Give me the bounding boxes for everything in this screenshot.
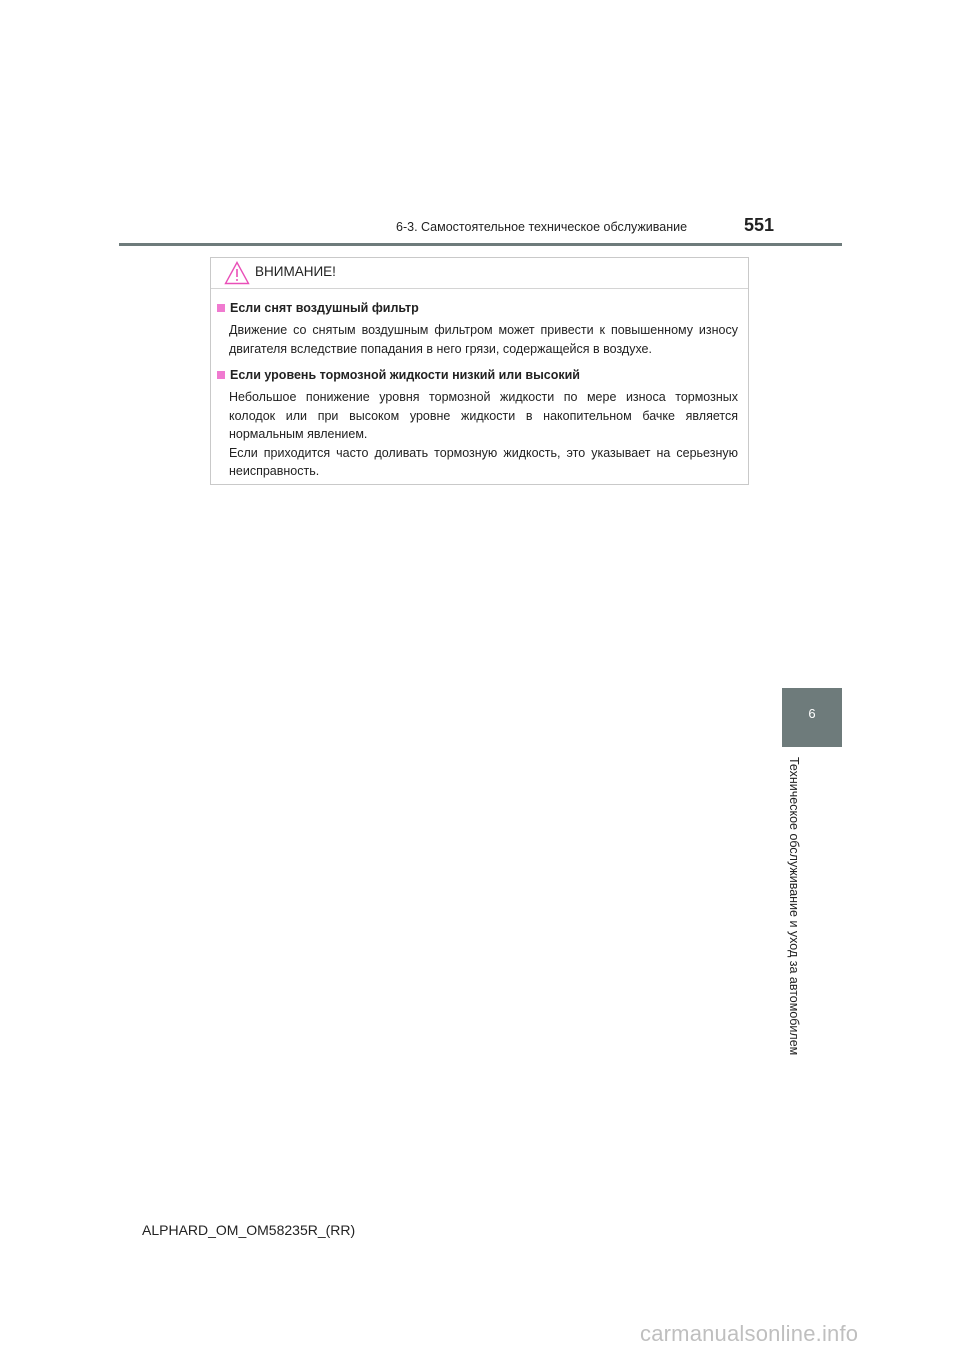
chapter-tab <box>782 688 842 747</box>
item-heading-text: Если уровень тормозной жидкости низкий или высокий <box>230 368 580 382</box>
item-text: Если приходится часто доливать тормозную жидкость, это указывает на серьезную неисправность. <box>229 445 738 478</box>
warning-header <box>211 258 748 289</box>
chapter-number: 6 <box>808 706 816 721</box>
item-heading <box>217 301 738 315</box>
watermark: carmanualsonline.info <box>640 1321 859 1346</box>
page-number: 551 <box>744 215 775 235</box>
square-bullet-icon <box>217 371 225 379</box>
warning-body <box>211 289 748 481</box>
item-text: Движение со снятым воздушным фильтром может привести к повышенному износу двигателя вследствие попадания в него грязи, содержащейся в воздухе. <box>229 323 738 356</box>
item-heading-text: Если снят воздушный фильтр <box>230 301 419 315</box>
warning-box <box>210 257 749 485</box>
item-heading <box>217 368 738 382</box>
document-code: ALPHARD_OM_OM58235R_(RR) <box>142 1222 356 1238</box>
warning-triangle-icon <box>224 261 250 285</box>
section-title: 6-3. Самостоятельное техническое обслуживание <box>396 220 688 234</box>
warning-title: ВНИМАНИЕ! <box>255 264 336 279</box>
chapter-label: Техническое обслуживание и уход за автомобилем <box>787 757 801 1056</box>
header-divider <box>119 243 842 246</box>
item-text: Небольшое понижение уровня тормозной жидкости по мере износа тормозных колодок или при высоком уровне жидкости в накопительном бачке является нормальным явлением. <box>229 390 738 441</box>
square-bullet-icon <box>217 304 225 312</box>
